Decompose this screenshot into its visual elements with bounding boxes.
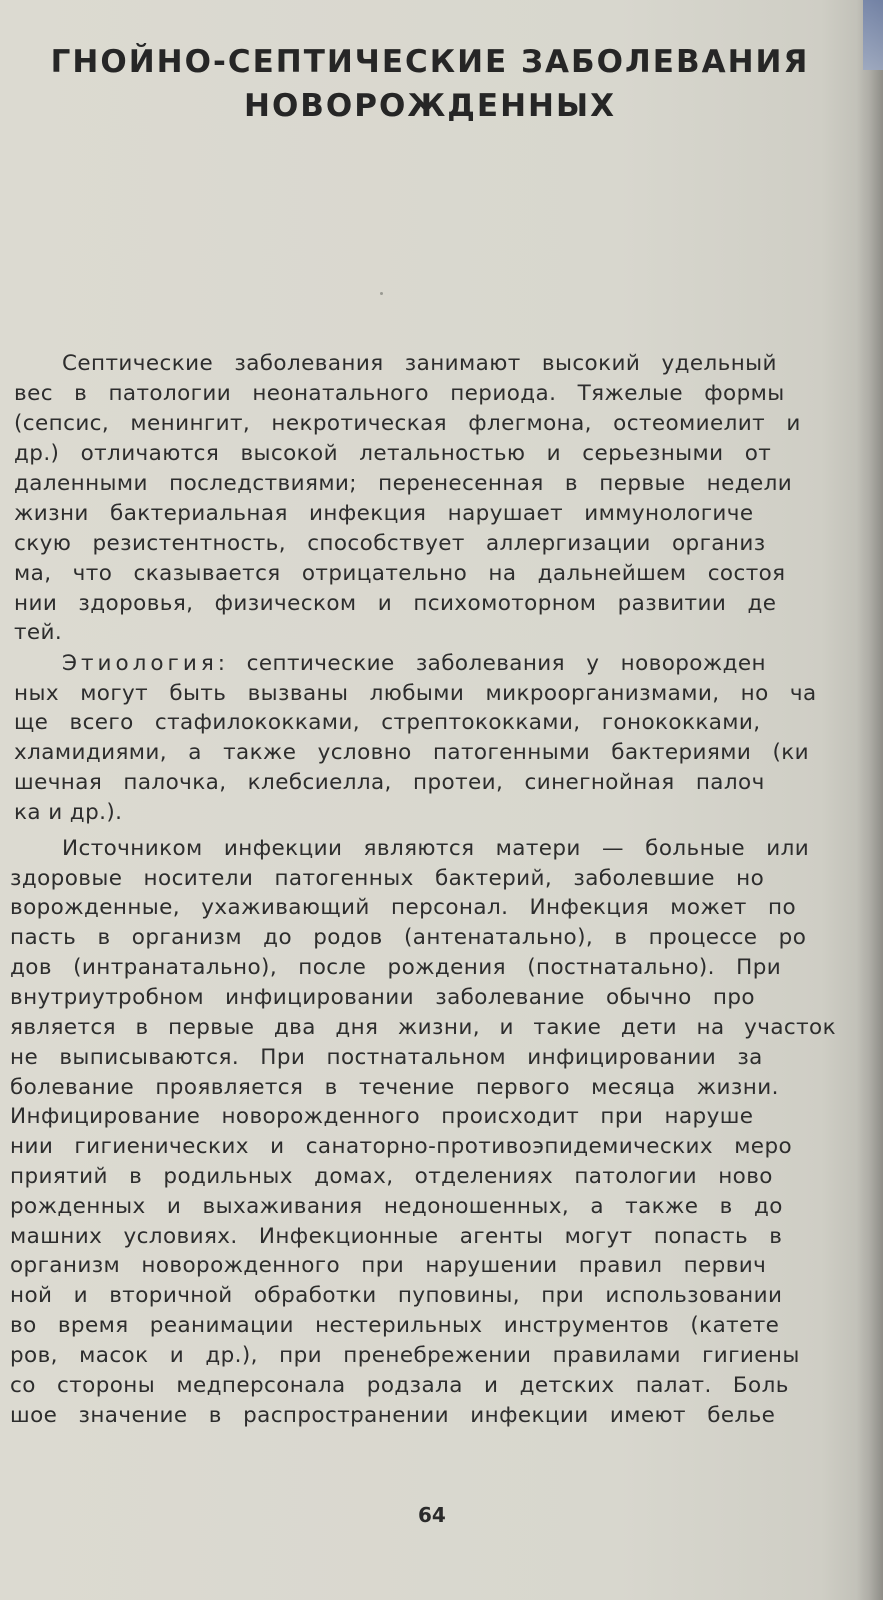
text-line: приятий в родильных домах, отделениях патологии ново — [10, 1164, 773, 1189]
text-line: со стороны медперсонала родзала и детских палат. Боль — [10, 1373, 789, 1398]
text-line: здоровые носители патогенных бактерий, заболевшие но — [10, 866, 765, 891]
text-line: шечная палочка, клебсиелла, протеи, синегнойная палоч — [14, 770, 765, 795]
text-line: тей. — [14, 620, 63, 645]
text-line: ма, что сказывается отрицательно на дальнейшем состоя — [14, 561, 786, 586]
text-line: Источником инфекции являются матери — больные или — [62, 836, 810, 861]
text-line: ной и вторичной обработки пуповины, при использовании — [10, 1283, 783, 1308]
text-line: нии здоровья, физическом и психомоторном развитии де — [14, 591, 777, 616]
text-line: ров, масок и др.), при пренебрежении правилами гигиены — [10, 1343, 800, 1368]
text-line: дов (интранатально), после рождения (постнатально). При — [10, 955, 782, 980]
text-line: ных могут быть вызваны любыми микроорганизмами, но ча — [14, 681, 817, 706]
text-line: хламидиями, а также условно патогенными бактериями (ки — [14, 740, 809, 765]
paper-speck — [380, 292, 383, 295]
book-spine-shadow — [857, 0, 883, 1600]
text-line: пасть в организм до родов (антенатально), в процессе ро — [10, 925, 807, 950]
text-line: внутриутробном инфицировании заболевание обычно про — [10, 985, 755, 1010]
text-line: шое значение в распространении инфекции имеют белье — [10, 1403, 776, 1428]
text-line: Инфицирование новорожденного происходит при наруше — [10, 1104, 754, 1129]
text-line: нии гигиенических и санаторно-противоэпидемических меро — [10, 1134, 793, 1159]
chapter-title-line-2: НОВОРОЖДЕННЫХ — [244, 88, 616, 124]
text-line: рожденных и выхаживания недоношенных, а также в до — [10, 1194, 783, 1219]
text-line: организм новорожденного при нарушении правил первич — [10, 1253, 767, 1278]
text-line: не выписываются. При постнатальном инфицировании за — [10, 1045, 763, 1070]
etiology-rest: : септические заболевания у новорожден — [217, 651, 766, 676]
text-line: др.) отличаются высокой летальностью и серьезными от — [14, 441, 772, 466]
text-line: ворожденные, ухаживающий персонал. Инфекция может по — [10, 895, 797, 920]
etiology-term: Этиология — [62, 651, 218, 676]
text-line: скую резистентность, способствует аллергизации организ — [14, 531, 766, 556]
chapter-title-line-1: ГНОЙНО-СЕПТИЧЕСКИЕ ЗАБОЛЕВАНИЯ — [50, 44, 810, 80]
text-line: вес в патологии неонатального периода. Тяжелые формы — [14, 381, 785, 406]
text-line: жизни бактериальная инфекция нарушает иммунологиче — [14, 501, 754, 526]
text-line: Септические заболевания занимают высокий удельный — [62, 351, 777, 376]
text-line — [62, 650, 766, 678]
text-line: машних условиях. Инфекционные агенты могут попасть в — [10, 1224, 783, 1249]
book-edge-mark — [863, 0, 883, 70]
page-number: 64 — [418, 1503, 446, 1527]
text-line: болевание проявляется в течение первого месяца жизни. — [10, 1075, 779, 1100]
text-line: ще всего стафилококками, стрептококками, гонококками, — [14, 710, 761, 735]
text-line: даленными последствиями; перенесенная в первые недели — [14, 471, 793, 496]
text-line: во время реанимации нестерильных инструментов (катете — [10, 1313, 780, 1338]
text-line: ка и др.). — [14, 800, 123, 825]
text-line: является в первые два дня жизни, и такие дети на участок — [10, 1015, 836, 1040]
text-line: (сепсис, менингит, некротическая флегмона, остеомиелит и — [14, 411, 801, 436]
